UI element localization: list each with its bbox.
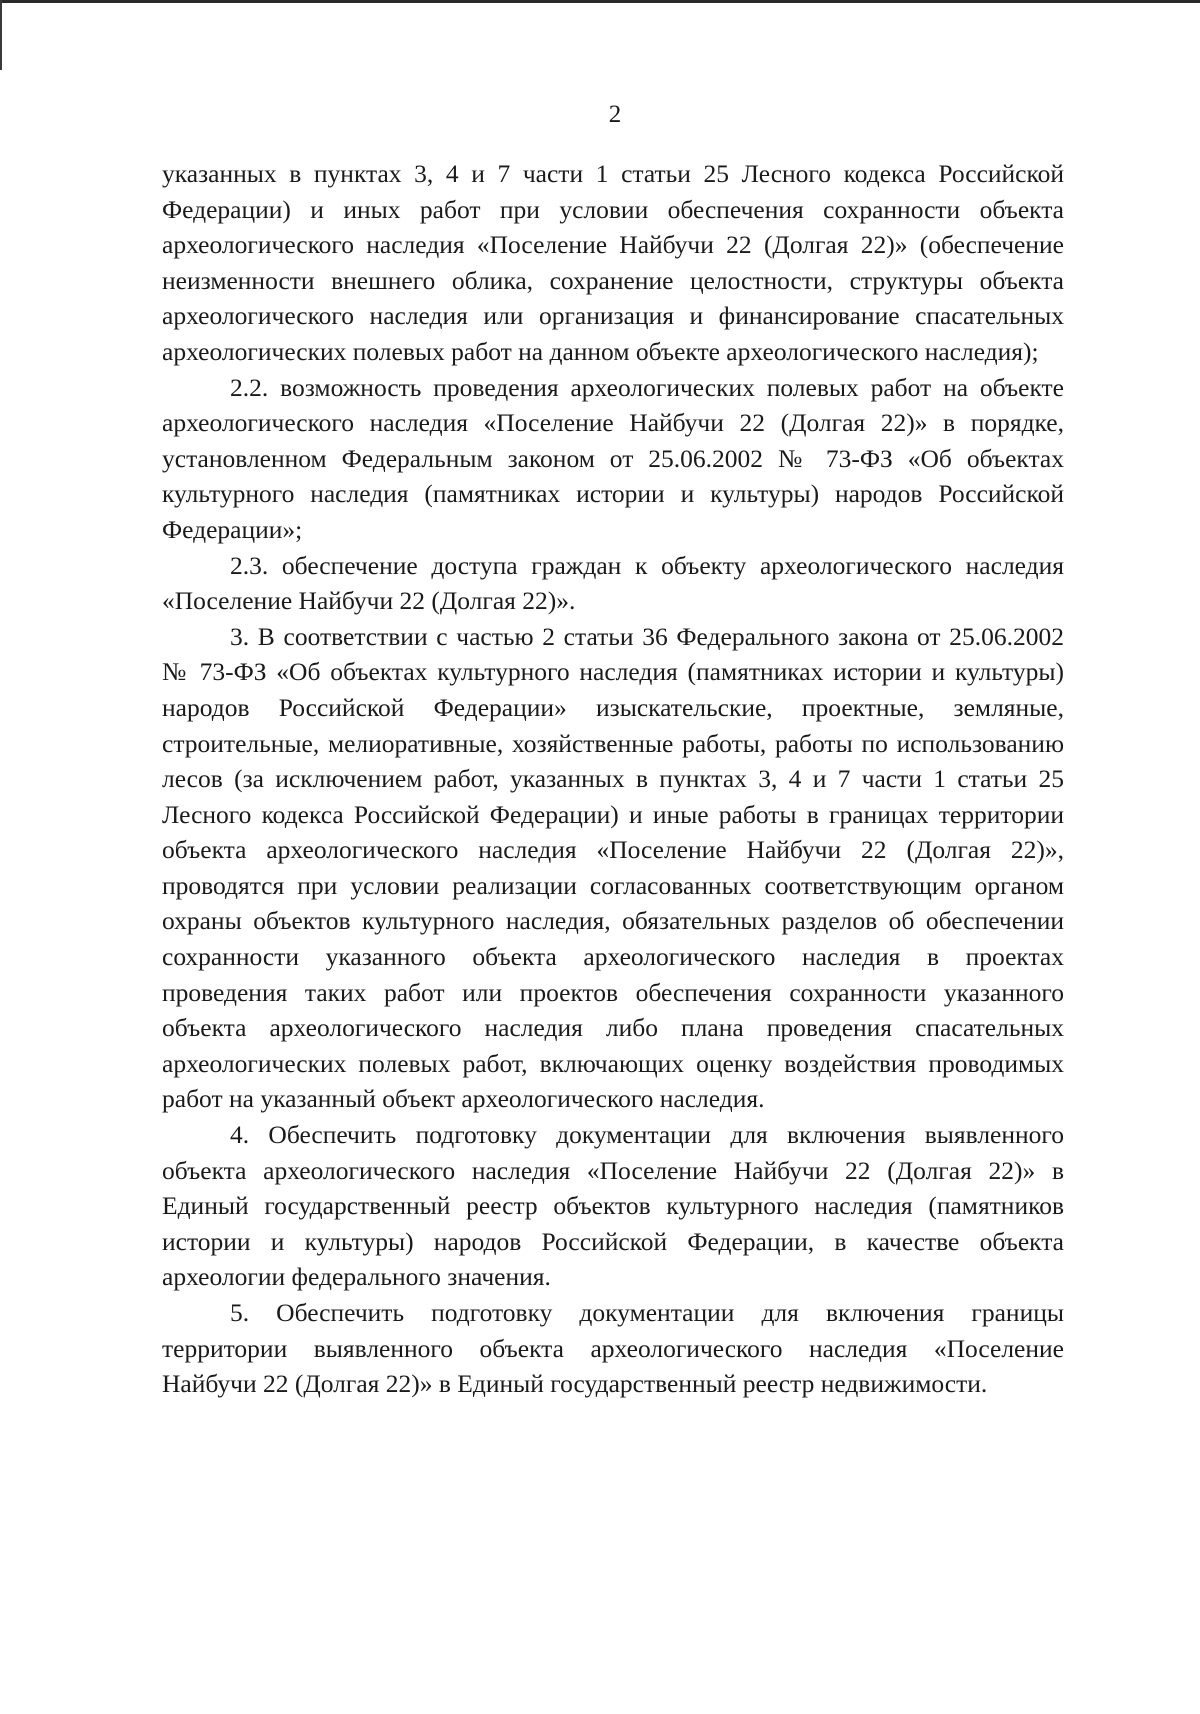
scan-edge-top [0, 0, 1200, 3]
paragraph-4: 4. Обеспечить подготовку документации для включения выявленного объекта археологического наследия «Поселение Найбучи 22 (Долгая 22)» в Единый государственный реестр объектов культурного наследия (памятников истории и культуры) народов Российской Федерации, в качестве объекта археологии федерального значения. [162, 1120, 1064, 1292]
scan-edge-left [0, 0, 2, 70]
paragraph-continuation: указанных в пунктах 3, 4 и 7 части 1 статьи 25 Лесного кодекса Российской Федерации) и иных работ при условии обеспечения сохранности объекта археологического наследия «Поселение Найбучи 22 (Долгая 22)» (обеспечение неизменности внешнего облика, сохранение целостности, структуры объекта археологического наследия или организация и финансирование спасательных археологических полевых работ на данном объекте археологического наследия); [162, 159, 1064, 366]
paragraph-3: 3. В соответствии с частью 2 статьи 36 Федерального закона от 25.06.2002 № 73-ФЗ «Об объектах культурного наследия (памятниках истории и культуры) народов Российской Федерации» изыскательские, проектные, земляные, строительные, мелиоративные, хозяйственные работы, работы по использованию лесов (за исключением работ, указанных в пунктах 3, 4 и 7 части 1 статьи 25 Лесного кодекса Российской Федерации) и иные работы в границах территории объекта археологического наследия «Поселение Найбучи 22 (Долгая 22)», проводятся при условии реализации согласованных соответствующим органом охраны объектов культурного наследия, обязательных разделов об обеспечении сохранности указанного объекта археологического наследия в проектах проведения таких работ или проектов обеспечения сохранности указанного объекта археологического наследия либо плана проведения спасательных археологических полевых работ, включающих оценку воздействия проводимых работ на указанный объект археологического наследия. [162, 621, 1064, 1114]
paragraph-2-2: 2.2. возможность проведения археологических полевых работ на объекте археологического наследия «Поселение Найбучи 22 (Долгая 22)» в порядке, установленном Федеральным законом от 25.06.2002 № 73-ФЗ «Об объектах культурного наследия (памятниках истории и культуры) народов Российской Федерации»; [162, 372, 1064, 544]
page-number: 2 [608, 101, 622, 128]
paragraph-5: 5. Обеспечить подготовку документации для включения границы территории выявленного объекта археологического наследия «Поселение Найбучи 22 (Долгая 22)» в Единый государственный реестр недвижимости. [162, 1298, 1064, 1399]
paragraph-2-3: 2.3. обеспечение доступа граждан к объекту археологического наследия «Поселение Найбучи 22 (Долгая 22)». [162, 550, 1064, 616]
document-body [162, 156, 1064, 1402]
